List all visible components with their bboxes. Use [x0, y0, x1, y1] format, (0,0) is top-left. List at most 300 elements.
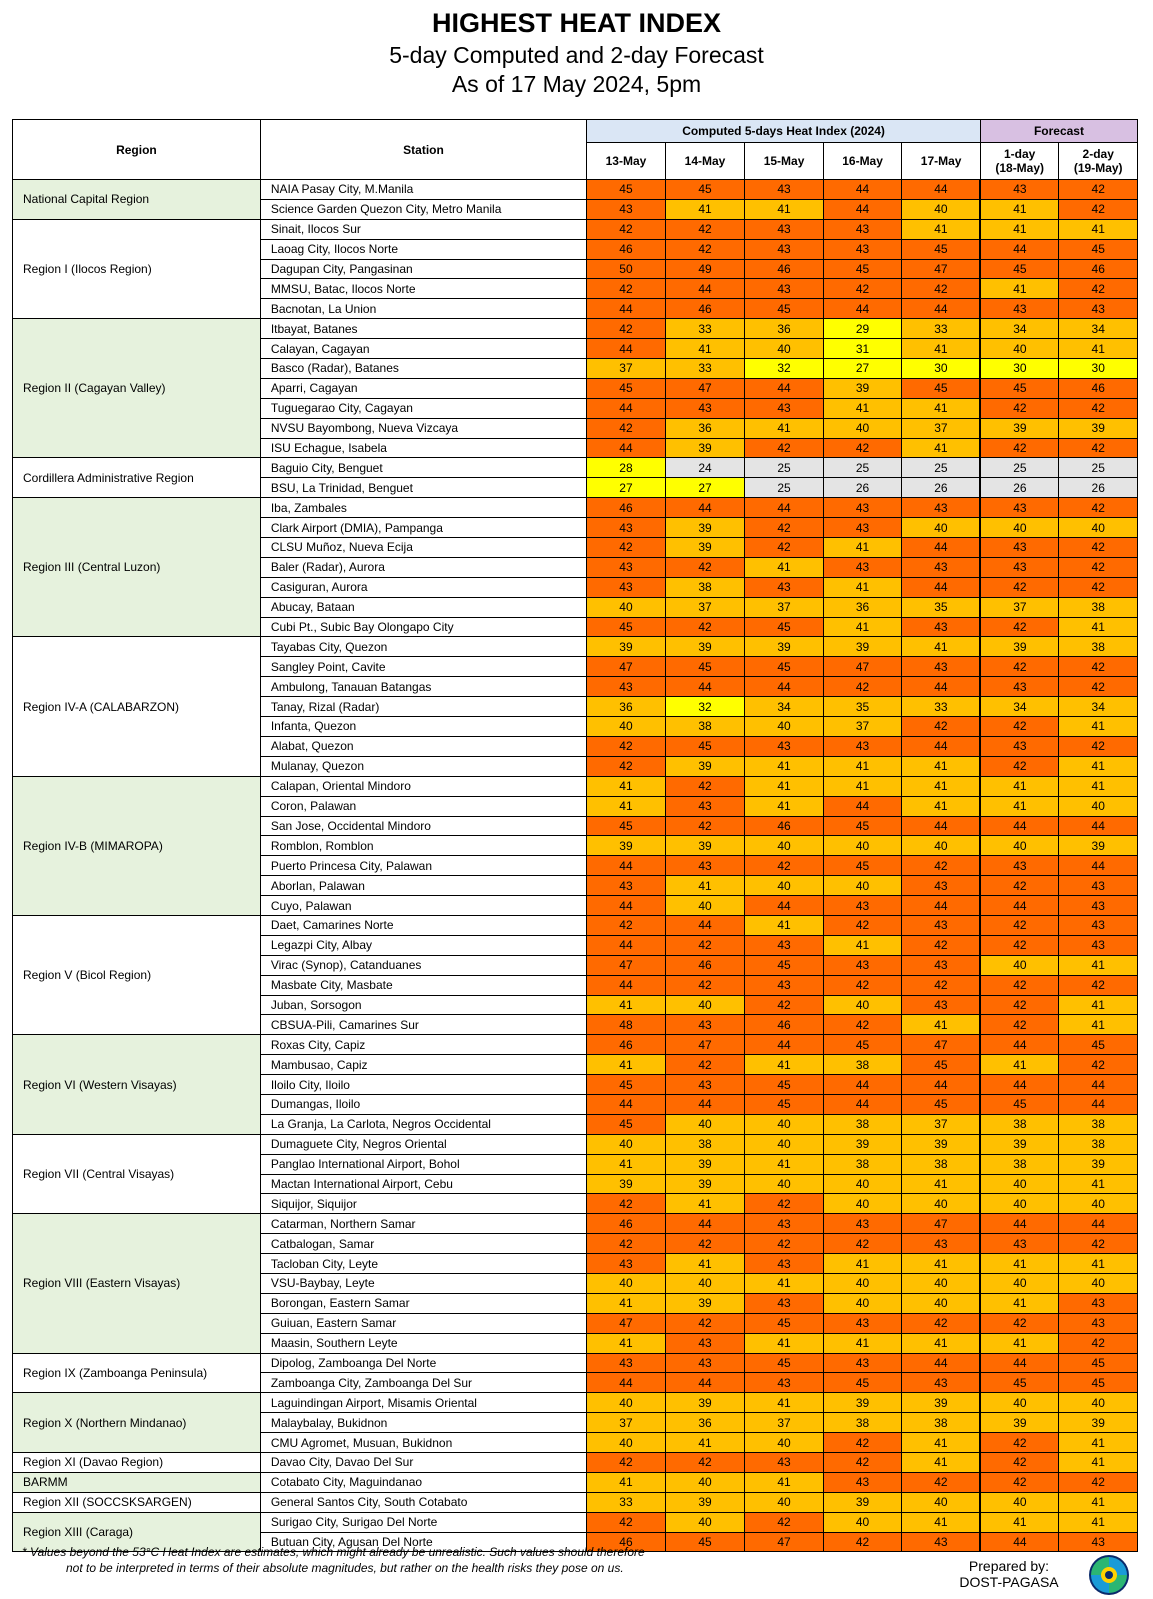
heat-index-value: 40: [745, 717, 824, 737]
forecast-value: 44: [980, 1532, 1059, 1552]
station-cell: Mactan International Airport, Cebu: [260, 1174, 586, 1194]
heat-index-value: 42: [587, 219, 666, 239]
station-cell: Aparri, Cagayan: [260, 378, 586, 398]
heat-index-value: 42: [902, 1472, 981, 1492]
heat-index-value: 43: [902, 1373, 981, 1393]
heat-index-value: 40: [823, 836, 902, 856]
region-cell: Region XIII (Caraga): [13, 1512, 261, 1552]
heat-index-value: 43: [587, 876, 666, 896]
forecast-value: 41: [980, 796, 1059, 816]
station-cell: CLSU Muñoz, Nueva Ecija: [260, 538, 586, 558]
forecast-value: 41: [1059, 1492, 1138, 1512]
day-header-14-may: 14-May: [665, 143, 745, 180]
heat-index-value: 45: [902, 378, 981, 398]
heat-index-value: 37: [823, 717, 902, 737]
as-of-date: As of 17 May 2024, 5pm: [451, 71, 702, 97]
heat-index-value: 42: [665, 816, 745, 836]
forecast-value: 40: [1059, 1393, 1138, 1413]
station-cell: Itbayat, Batanes: [260, 319, 586, 339]
heat-index-value: 41: [587, 1154, 666, 1174]
forecast-value: 39: [1059, 1413, 1138, 1433]
heat-index-value: 38: [823, 1055, 902, 1075]
heat-index-value: 45: [587, 1114, 666, 1134]
heat-index-value: 43: [745, 736, 824, 756]
forecast-value: 25: [980, 458, 1059, 478]
heat-index-value: 40: [902, 1492, 981, 1512]
heat-index-value: 44: [902, 299, 981, 319]
forecast-value: 41: [1059, 339, 1138, 359]
forecast-value: 41: [1059, 756, 1138, 776]
heat-index-value: 33: [902, 697, 981, 717]
computed-group-header: Computed 5-days Heat Index (2024): [587, 120, 981, 143]
heat-index-value: 37: [902, 1114, 981, 1134]
heat-index-value: 40: [902, 836, 981, 856]
heat-index-value: 45: [745, 657, 824, 677]
heat-index-value: 41: [665, 1254, 745, 1274]
heat-index-value: 42: [745, 438, 824, 458]
heat-index-value: 42: [902, 279, 981, 299]
heat-index-value: 43: [745, 180, 824, 200]
heat-index-value: 39: [823, 378, 902, 398]
heat-index-value: 44: [665, 677, 745, 697]
heat-index-value: 40: [902, 1194, 981, 1214]
forecast-group-header: Forecast: [980, 120, 1137, 143]
heat-index-value: 40: [665, 995, 745, 1015]
heat-index-value: 33: [902, 319, 981, 339]
heat-index-value: 42: [745, 995, 824, 1015]
forecast-value: 42: [1059, 279, 1138, 299]
forecast-value: 34: [980, 697, 1059, 717]
heat-index-value: 44: [823, 1075, 902, 1095]
heat-index-value: 46: [587, 239, 666, 259]
heat-index-value: 36: [745, 319, 824, 339]
heat-index-value: 46: [745, 259, 824, 279]
station-cell: Catarman, Northern Samar: [260, 1214, 586, 1234]
heat-index-value: 44: [665, 498, 745, 518]
heat-index-value: 45: [745, 1094, 824, 1114]
forecast-value: 39: [980, 418, 1059, 438]
heat-index-value: 39: [665, 538, 745, 558]
region-column-header: Region: [13, 120, 261, 180]
forecast-value: 40: [980, 1174, 1059, 1194]
heat-index-value: 45: [587, 180, 666, 200]
station-cell: Calapan, Oriental Mindoro: [260, 776, 586, 796]
table-row: [13, 637, 1138, 657]
forecast-value: 41: [1059, 617, 1138, 637]
heat-index-value: 28: [587, 458, 666, 478]
heat-index-value: 44: [902, 896, 981, 916]
forecast-value: 44: [1059, 856, 1138, 876]
heat-index-value: 47: [902, 1214, 981, 1234]
station-cell: Cuyo, Palawan: [260, 896, 586, 916]
heat-index-value: 42: [587, 279, 666, 299]
heat-index-value: 47: [745, 1532, 824, 1552]
heat-index-value: 46: [587, 1532, 666, 1552]
heat-index-value: 40: [902, 1273, 981, 1293]
forecast-value: 41: [1059, 1015, 1138, 1035]
station-cell: Borongan, Eastern Samar: [260, 1293, 586, 1313]
heat-index-value: 43: [665, 796, 745, 816]
heat-index-value: 42: [823, 1532, 902, 1552]
forecast-value: 45: [980, 259, 1059, 279]
heat-index-value: 27: [823, 359, 902, 379]
heat-index-value: 41: [902, 1333, 981, 1353]
heat-index-value: 40: [823, 1273, 902, 1293]
table-row: [13, 498, 1138, 518]
heat-index-value: 41: [745, 1472, 824, 1492]
station-cell: Romblon, Romblon: [260, 836, 586, 856]
day-header-15-may: 15-May: [745, 143, 824, 180]
heat-index-value: 41: [902, 637, 981, 657]
heat-index-value: 45: [665, 1532, 745, 1552]
region-cell: Region V (Bicol Region): [13, 915, 261, 1034]
heat-index-value: 25: [902, 458, 981, 478]
forecast-value: 42: [1059, 199, 1138, 219]
heat-index-value: 49: [665, 259, 745, 279]
heat-index-table: [12, 119, 1138, 1552]
forecast-value: 42: [980, 935, 1059, 955]
forecast-value: 43: [1059, 935, 1138, 955]
heat-index-value: 47: [665, 378, 745, 398]
heat-index-value: 41: [902, 339, 981, 359]
heat-index-value: 43: [823, 736, 902, 756]
heat-index-value: 41: [902, 1174, 981, 1194]
forecast-value: 41: [1059, 1512, 1138, 1532]
heat-index-value: 47: [665, 1035, 745, 1055]
heat-index-value: 42: [665, 935, 745, 955]
forecast-value: 43: [1059, 876, 1138, 896]
forecast-value: 44: [1059, 1214, 1138, 1234]
heat-index-value: 39: [665, 637, 745, 657]
heat-index-value: 39: [665, 1492, 745, 1512]
station-cell: Science Garden Quezon City, Metro Manila: [260, 199, 586, 219]
heat-index-value: 41: [665, 1194, 745, 1214]
forecast-value: 42: [1059, 657, 1138, 677]
forecast-value: 37: [980, 597, 1059, 617]
heat-index-value: 40: [587, 1393, 666, 1413]
heat-index-value: 42: [665, 557, 745, 577]
heat-index-value: 44: [902, 677, 981, 697]
forecast-value: 45: [1059, 1035, 1138, 1055]
heat-index-value: 44: [665, 1373, 745, 1393]
forecast-value: 44: [980, 239, 1059, 259]
heat-index-value: 39: [665, 756, 745, 776]
heat-index-value: 35: [902, 597, 981, 617]
heat-index-value: 45: [902, 1094, 981, 1114]
heat-index-value: 43: [823, 1353, 902, 1373]
heat-index-value: 44: [587, 896, 666, 916]
heat-index-value: 42: [745, 518, 824, 538]
station-cell: Iloilo City, Iloilo: [260, 1075, 586, 1095]
heat-index-value: 43: [902, 876, 981, 896]
forecast-value: 42: [980, 1472, 1059, 1492]
station-cell: Aborlan, Palawan: [260, 876, 586, 896]
heat-index-value: 41: [902, 398, 981, 418]
heat-index-value: 43: [823, 498, 902, 518]
forecast-value: 43: [980, 299, 1059, 319]
forecast-value: 41: [980, 1293, 1059, 1313]
station-cell: Surigao City, Surigao Del Norte: [260, 1512, 586, 1532]
heat-index-value: 41: [745, 418, 824, 438]
heat-index-value: 43: [902, 557, 981, 577]
forecast-value: 40: [980, 836, 1059, 856]
heat-index-value: 42: [745, 1194, 824, 1214]
forecast-value: 34: [980, 319, 1059, 339]
heat-index-value: 44: [902, 1075, 981, 1095]
forecast-value: 41: [1059, 1433, 1138, 1453]
station-cell: Sinait, Ilocos Sur: [260, 219, 586, 239]
station-cell: General Santos City, South Cotabato: [260, 1492, 586, 1512]
forecast-value: 42: [980, 1433, 1059, 1453]
heat-index-value: 41: [745, 1333, 824, 1353]
region-cell: Region I (Ilocos Region): [13, 219, 261, 318]
station-cell: CMU Agromet, Musuan, Bukidnon: [260, 1433, 586, 1453]
forecast-value: 43: [980, 498, 1059, 518]
heat-index-value: 38: [823, 1413, 902, 1433]
station-cell: Abucay, Bataan: [260, 597, 586, 617]
heat-index-value: 40: [587, 1134, 666, 1154]
heat-index-value: 44: [587, 1373, 666, 1393]
heat-index-value: 42: [665, 975, 745, 995]
forecast-value: 44: [980, 1075, 1059, 1095]
heat-index-value: 40: [823, 1512, 902, 1532]
heat-index-value: 41: [902, 1433, 981, 1453]
station-cell: Catbalogan, Samar: [260, 1234, 586, 1254]
heat-index-value: 41: [902, 756, 981, 776]
heat-index-value: 41: [745, 1055, 824, 1075]
station-cell: Guiuan, Eastern Samar: [260, 1313, 586, 1333]
station-cell: NVSU Bayombong, Nueva Vizcaya: [260, 418, 586, 438]
forecast-value: 41: [980, 199, 1059, 219]
heat-index-value: 43: [587, 577, 666, 597]
heat-index-value: 44: [587, 935, 666, 955]
heat-index-value: 44: [823, 199, 902, 219]
heat-index-value: 44: [823, 299, 902, 319]
heat-index-value: 39: [665, 438, 745, 458]
heat-index-value: 43: [665, 856, 745, 876]
heat-index-value: 40: [587, 1433, 666, 1453]
station-cell: Malaybalay, Bukidnon: [260, 1413, 586, 1433]
heat-index-value: 40: [745, 339, 824, 359]
heat-index-value: 43: [665, 398, 745, 418]
forecast-value: 46: [1059, 259, 1138, 279]
station-cell: VSU-Baybay, Leyte: [260, 1273, 586, 1293]
station-cell: Iba, Zambales: [260, 498, 586, 518]
heat-index-value: 41: [823, 577, 902, 597]
heat-index-value: 41: [902, 776, 981, 796]
heat-index-value: 43: [902, 617, 981, 637]
heat-index-value: 36: [665, 418, 745, 438]
heat-index-value: 40: [823, 1194, 902, 1214]
heat-index-value: 40: [745, 876, 824, 896]
station-cell: Ambulong, Tanauan Batangas: [260, 677, 586, 697]
heat-index-value: 39: [665, 1293, 745, 1313]
heat-index-value: 40: [902, 199, 981, 219]
heat-index-value: 38: [823, 1114, 902, 1134]
heat-index-value: 26: [823, 478, 902, 498]
heat-index-value: 39: [587, 836, 666, 856]
heat-index-value: 43: [745, 1214, 824, 1234]
pagasa-logo-icon: [1085, 1553, 1133, 1597]
heat-index-value: 43: [902, 915, 981, 935]
forecast-value: 26: [980, 478, 1059, 498]
forecast-value: 42: [980, 1015, 1059, 1035]
heat-index-value: 40: [902, 518, 981, 538]
heat-index-value: 46: [665, 299, 745, 319]
heat-index-value: 25: [745, 478, 824, 498]
heat-index-value: 45: [823, 856, 902, 876]
heat-index-value: 46: [745, 816, 824, 836]
station-cell: Daet, Camarines Norte: [260, 915, 586, 935]
region-cell: Region X (Northern Mindanao): [13, 1393, 261, 1453]
heat-index-value: 27: [665, 478, 745, 498]
heat-index-value: 41: [665, 876, 745, 896]
table-row: [13, 458, 1138, 478]
forecast-value: 38: [1059, 597, 1138, 617]
heat-index-value: 43: [902, 498, 981, 518]
forecast-value: 40: [980, 955, 1059, 975]
forecast-value: 43: [980, 180, 1059, 200]
heat-index-value: 39: [665, 1174, 745, 1194]
heat-index-value: 41: [745, 1154, 824, 1174]
forecast-value: 39: [1059, 836, 1138, 856]
heat-index-value: 41: [823, 617, 902, 637]
heat-index-value: 45: [745, 955, 824, 975]
heat-index-value: 45: [587, 816, 666, 836]
forecast-value: 44: [1059, 1094, 1138, 1114]
heat-index-value: 46: [745, 1015, 824, 1035]
heat-index-value: 38: [665, 717, 745, 737]
station-cell: Siquijor, Siquijor: [260, 1194, 586, 1214]
forecast-value: 42: [980, 876, 1059, 896]
heat-index-value: 35: [823, 697, 902, 717]
heat-index-value: 37: [745, 597, 824, 617]
station-cell: Clark Airport (DMIA), Pampanga: [260, 518, 586, 538]
heat-index-value: 36: [823, 597, 902, 617]
forecast-value: 40: [1059, 1194, 1138, 1214]
forecast-value: 39: [980, 1413, 1059, 1433]
forecast-value: 43: [1059, 1313, 1138, 1333]
station-cell: Mambusao, Capiz: [260, 1055, 586, 1075]
heat-index-value: 34: [745, 697, 824, 717]
heat-index-value: 41: [745, 796, 824, 816]
heat-index-value: 40: [587, 1273, 666, 1293]
heat-index-value: 39: [823, 637, 902, 657]
heat-index-value: 42: [823, 279, 902, 299]
heat-index-value: 40: [823, 995, 902, 1015]
forecast-value: 41: [980, 1254, 1059, 1274]
forecast-value: 39: [1059, 1154, 1138, 1174]
forecast-value: 41: [980, 1512, 1059, 1532]
station-cell: San Jose, Occidental Mindoro: [260, 816, 586, 836]
forecast-value: 41: [980, 1055, 1059, 1075]
heat-index-value: 42: [823, 438, 902, 458]
forecast-value: 42: [980, 398, 1059, 418]
heat-index-value: 45: [823, 259, 902, 279]
heat-index-value: 43: [665, 1075, 745, 1095]
heat-index-value: 39: [823, 1393, 902, 1413]
forecast-value: 38: [980, 1114, 1059, 1134]
forecast-value: 43: [1059, 896, 1138, 916]
heat-index-value: 41: [902, 1512, 981, 1532]
heat-index-value: 44: [587, 299, 666, 319]
forecast-header-2-day: 2-day (19-May): [1059, 143, 1138, 180]
heat-index-value: 43: [745, 1373, 824, 1393]
region-cell: Region III (Central Luzon): [13, 498, 261, 637]
table-row: [13, 1453, 1138, 1473]
agency-name: DOST-PAGASA: [959, 1574, 1059, 1590]
heat-index-value: 50: [587, 259, 666, 279]
heat-index-value: 42: [902, 1313, 981, 1333]
heat-index-value: 43: [745, 577, 824, 597]
heat-index-value: 38: [665, 577, 745, 597]
heat-index-value: 43: [823, 1214, 902, 1234]
table-row: [13, 319, 1138, 339]
region-cell: National Capital Region: [13, 180, 261, 220]
heat-index-value: 37: [587, 359, 666, 379]
heat-index-value: 44: [823, 1094, 902, 1114]
station-cell: Infanta, Quezon: [260, 717, 586, 737]
station-cell: La Granja, La Carlota, Negros Occidental: [260, 1114, 586, 1134]
heat-index-value: 42: [823, 975, 902, 995]
forecast-value: 41: [1059, 1453, 1138, 1473]
prepared-by-label: Prepared by:: [968, 1558, 1050, 1574]
forecast-value: 45: [980, 1094, 1059, 1114]
day-header-13-may: 13-May: [587, 143, 666, 180]
table-body: [13, 180, 1138, 1552]
heat-index-value: 43: [745, 1453, 824, 1473]
heat-index-value: 41: [902, 438, 981, 458]
forecast-value: 40: [980, 518, 1059, 538]
heat-index-value: 30: [902, 359, 981, 379]
forecast-value: 45: [1059, 239, 1138, 259]
heat-index-value: 44: [902, 736, 981, 756]
heat-index-value: 31: [823, 339, 902, 359]
forecast-value: 42: [980, 438, 1059, 458]
footnote-line-1: * Values beyond the 53°C Heat Index are estimates, which might already be unrealistic. Such values should therefore: [22, 1545, 645, 1559]
heat-index-value: 43: [587, 1254, 666, 1274]
station-cell: Baler (Radar), Aurora: [260, 557, 586, 577]
prepared-by-block: [954, 1558, 1064, 1590]
heat-index-value: 42: [587, 915, 666, 935]
heat-index-value: 43: [902, 995, 981, 1015]
forecast-value: 43: [980, 736, 1059, 756]
heat-index-value: 33: [665, 319, 745, 339]
heat-index-value: 45: [823, 816, 902, 836]
heat-index-value: 42: [665, 1313, 745, 1333]
forecast-value: 26: [1059, 478, 1138, 498]
forecast-value: 42: [1059, 975, 1138, 995]
forecast-value: 41: [980, 776, 1059, 796]
heat-index-value: 46: [587, 1214, 666, 1234]
forecast-value: 41: [1059, 1174, 1138, 1194]
forecast-value: 46: [1059, 378, 1138, 398]
heat-index-value: 42: [665, 219, 745, 239]
heat-index-value: 42: [823, 1433, 902, 1453]
heat-index-value: 41: [902, 1453, 981, 1473]
forecast-value: 42: [980, 975, 1059, 995]
forecast-value: 44: [1059, 816, 1138, 836]
heat-index-value: 43: [823, 239, 902, 259]
forecast-value: 42: [1059, 438, 1138, 458]
station-cell: Virac (Synop), Catanduanes: [260, 955, 586, 975]
heat-index-value: 40: [665, 1512, 745, 1532]
day-header-16-may: 16-May: [823, 143, 902, 180]
heat-index-value: 45: [902, 1055, 981, 1075]
forecast-value: 42: [1059, 736, 1138, 756]
heat-index-value: 43: [823, 896, 902, 916]
heat-index-value: 44: [665, 915, 745, 935]
